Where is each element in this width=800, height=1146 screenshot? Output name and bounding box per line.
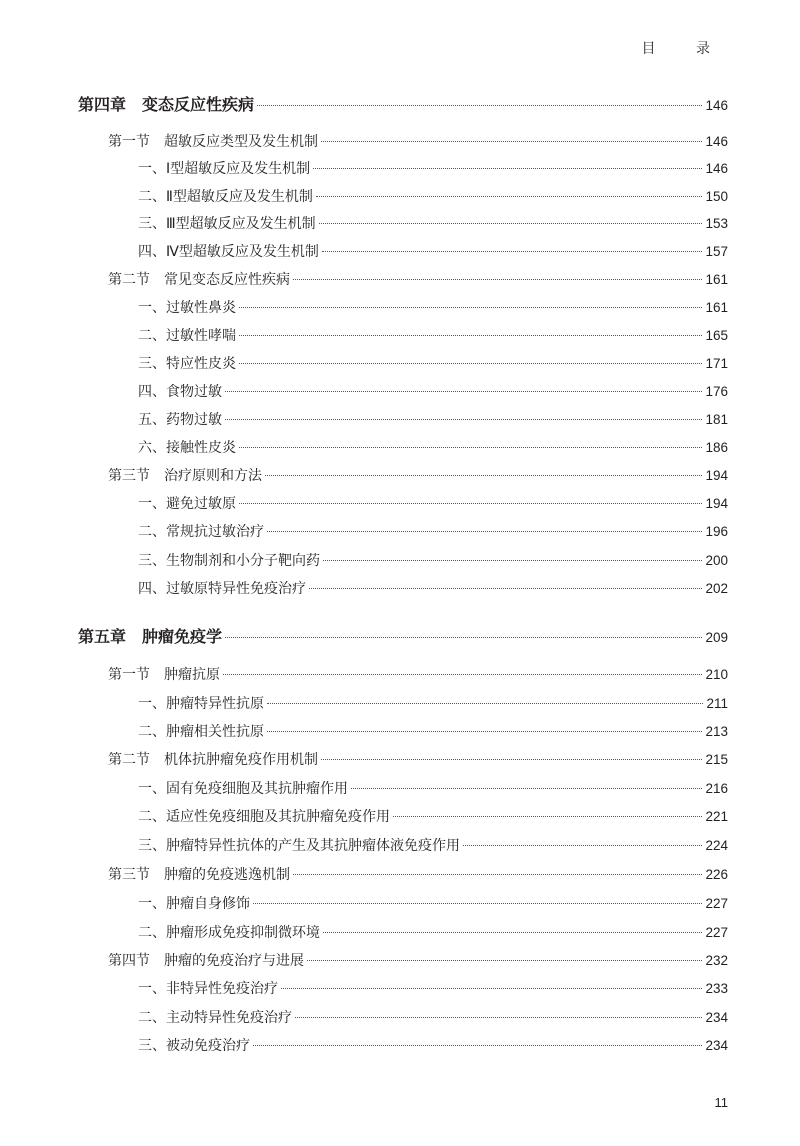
dot-leader [281, 988, 702, 989]
toc-entry-page: 200 [705, 553, 728, 568]
toc-sub-entry[interactable] [138, 778, 728, 798]
toc-entry-title [138, 325, 236, 345]
toc-entry-title [138, 806, 390, 826]
toc-section-entry[interactable] [108, 131, 728, 151]
toc-entry-label: 三、特应性皮炎 [138, 356, 236, 372]
toc-entry-label: 一、过敏性鼻炎 [138, 300, 236, 316]
toc-entry-label: 二、过敏性哮喘 [138, 328, 236, 344]
toc-entry-label: 二、适应性免疫细胞及其抗肿瘤免疫作用 [138, 809, 390, 825]
toc-sub-entry[interactable] [138, 409, 728, 429]
dot-leader [265, 475, 702, 476]
toc-entry-number: 第三节 [108, 468, 150, 484]
page-number: 11 [714, 1095, 728, 1110]
toc-entry-label: 一、非特异性免疫治疗 [138, 981, 278, 997]
toc-entry-title [138, 550, 320, 570]
toc-entry-page: 216 [705, 781, 728, 796]
toc-entry-page: 224 [705, 838, 728, 853]
dot-leader [393, 816, 702, 817]
toc-entry-label: 变态反应性疾病 [142, 95, 255, 114]
toc-entry-page: 232 [705, 953, 728, 968]
toc-entry-number: 第五章 [78, 627, 127, 646]
dot-leader [239, 503, 702, 504]
toc-entry-page: 213 [705, 724, 728, 739]
toc-entry-page: 150 [705, 189, 728, 204]
toc-entry-label: 超敏反应类型及发生机制 [164, 134, 318, 150]
toc-sub-entry[interactable] [138, 693, 728, 713]
dot-leader [239, 335, 702, 336]
toc-entry-title [78, 92, 254, 115]
toc-sub-entry[interactable] [138, 806, 728, 826]
dot-leader [323, 560, 702, 561]
dot-leader [307, 960, 702, 961]
toc-section-entry[interactable] [108, 269, 728, 289]
toc-entry-number: 第二节 [108, 272, 150, 288]
toc-entry-label: 三、Ⅲ型超敏反应及发生机制 [138, 216, 316, 232]
toc-entry-label: 三、肿瘤特异性抗体的产生及其抗肿瘤体液免疫作用 [138, 838, 460, 854]
toc-entry-title [138, 1007, 292, 1027]
toc-sub-entry[interactable] [138, 325, 728, 345]
dot-leader [319, 223, 703, 224]
toc-entry-title [108, 664, 220, 684]
toc-entry-page: 146 [705, 98, 728, 113]
toc-sub-entry[interactable] [138, 381, 728, 401]
dot-leader [313, 168, 702, 169]
toc-entry-title [108, 131, 318, 151]
toc-entry-label: 六、接触性皮炎 [138, 440, 236, 456]
dot-leader [267, 531, 702, 532]
toc-entry-title [108, 269, 290, 289]
toc-entry-title [138, 437, 236, 457]
toc-entry-page: 146 [705, 134, 728, 149]
dot-leader [316, 196, 703, 197]
dot-leader [223, 674, 702, 675]
toc-sub-entry[interactable] [138, 550, 728, 570]
toc-sub-entry[interactable] [138, 241, 728, 261]
toc-entry-label: 四、Ⅳ型超敏反应及发生机制 [138, 244, 319, 260]
toc-entry-label: 二、肿瘤形成免疫抑制微环境 [138, 925, 320, 941]
toc-entry-page: 194 [705, 496, 728, 511]
dot-leader [323, 932, 702, 933]
toc-sub-entry[interactable] [138, 578, 728, 598]
toc-entry-label: 一、肿瘤特异性抗原 [138, 696, 264, 712]
toc-entry-title [138, 381, 222, 401]
toc-sub-entry[interactable] [138, 978, 728, 998]
toc-entry-title [138, 213, 316, 233]
toc-entry-label: 一、固有免疫细胞及其抗肿瘤作用 [138, 781, 348, 797]
toc-sub-entry[interactable] [138, 521, 728, 541]
toc-sub-entry[interactable] [138, 493, 728, 513]
toc-entry-page: 171 [705, 356, 728, 371]
toc-entry-page: 226 [705, 867, 728, 882]
toc-entry-title [138, 158, 310, 178]
toc-sub-entry[interactable] [138, 213, 728, 233]
toc-entry-page: 176 [705, 384, 728, 399]
toc-entry-label: 治疗原则和方法 [164, 468, 262, 484]
dot-leader [321, 759, 702, 760]
dot-leader [293, 874, 702, 875]
toc-entry-label: 一、Ⅰ型超敏反应及发生机制 [138, 161, 311, 177]
dot-leader [463, 845, 702, 846]
dot-leader [321, 141, 702, 142]
toc-entry-label: 二、常规抗过敏治疗 [138, 524, 264, 540]
toc-entry-label: 肿瘤抗原 [164, 667, 220, 683]
toc-entry-label: 常见变态反应性疾病 [164, 272, 290, 288]
toc-entry-page: 233 [705, 981, 728, 996]
dot-leader [225, 637, 702, 638]
toc-entry-label: 四、过敏原特异性免疫治疗 [138, 581, 306, 597]
toc-entry-label: 三、被动免疫治疗 [138, 1038, 250, 1054]
toc-entry-title [138, 1035, 250, 1055]
toc-section-entry[interactable] [108, 950, 728, 970]
toc-entry-label: 机体抗肿瘤免疫作用机制 [164, 752, 318, 768]
toc-entry-title [138, 978, 278, 998]
toc-entry-label: 肿瘤的免疫逃逸机制 [164, 867, 290, 883]
toc-sub-entry[interactable] [138, 922, 728, 942]
toc-entry-page: 194 [705, 468, 728, 483]
toc-entry-number: 第四章 [78, 95, 127, 114]
toc-entry-title [138, 835, 460, 855]
toc-entry-title [138, 578, 306, 598]
toc-entry-label: 五、药物过敏 [138, 412, 222, 428]
toc-entry-title [108, 465, 262, 485]
dot-leader [267, 731, 702, 732]
toc-entry-title [138, 409, 222, 429]
toc-entry-label: 一、避免过敏原 [138, 496, 236, 512]
dot-leader [295, 1017, 702, 1018]
toc-entry-page: 161 [705, 272, 728, 287]
toc-sub-entry[interactable] [138, 893, 728, 913]
toc-entry-label: 二、Ⅱ型超敏反应及发生机制 [138, 189, 313, 205]
toc-entry-title [138, 297, 236, 317]
toc-entry-title [138, 721, 264, 741]
toc-chapter-entry[interactable] [78, 624, 728, 647]
toc-entry-label: 二、主动特异性免疫治疗 [138, 1010, 292, 1026]
dot-leader [239, 307, 702, 308]
toc-sub-entry[interactable] [138, 297, 728, 317]
toc-entry-page: 227 [705, 925, 728, 940]
toc-sub-entry[interactable] [138, 437, 728, 457]
toc-entry-page: 227 [705, 896, 728, 911]
toc-entry-page: 234 [705, 1010, 728, 1025]
toc-entry-page: 165 [705, 328, 728, 343]
toc-entry-page: 146 [705, 161, 728, 176]
toc-sub-entry[interactable] [138, 1035, 728, 1055]
toc-entry-page: 210 [705, 667, 728, 682]
toc-entry-title [138, 893, 250, 913]
dot-leader [225, 391, 702, 392]
dot-leader [309, 588, 702, 589]
dot-leader [293, 279, 702, 280]
toc-section-entry[interactable] [108, 749, 728, 769]
toc-entry-page: 202 [705, 581, 728, 596]
toc-entry-page: 209 [705, 630, 728, 645]
toc-entry-title [138, 922, 320, 942]
running-header: 目 录 [641, 41, 728, 57]
toc-entry-title [138, 693, 264, 713]
toc-entry-label: 二、肿瘤相关性抗原 [138, 724, 264, 740]
toc-entry-title [108, 864, 290, 884]
toc-section-entry[interactable] [108, 664, 728, 684]
toc-entry-number: 第三节 [108, 867, 150, 883]
dot-leader [267, 703, 703, 704]
toc-sub-entry[interactable] [138, 1007, 728, 1027]
toc-entry-title [78, 624, 222, 647]
toc-entry-page: 153 [705, 216, 728, 231]
dot-leader [253, 1045, 702, 1046]
toc-entry-page: 186 [705, 440, 728, 455]
toc-entry-page: 157 [705, 244, 728, 259]
toc-section-entry[interactable] [108, 864, 728, 884]
toc-sub-entry[interactable] [138, 353, 728, 373]
toc-sub-entry[interactable] [138, 186, 728, 206]
toc-entry-page: 196 [705, 524, 728, 539]
toc-entry-title [138, 353, 236, 373]
toc-entry-title [138, 521, 264, 541]
dot-leader [239, 363, 702, 364]
toc-entry-page: 221 [705, 809, 728, 824]
toc-entry-page: 215 [705, 752, 728, 767]
dot-leader [351, 788, 702, 789]
toc-entry-page: 234 [705, 1038, 728, 1053]
toc-entry-label: 四、食物过敏 [138, 384, 222, 400]
toc-entry-page: 181 [705, 412, 728, 427]
toc-entry-title [108, 749, 318, 769]
toc-sub-entry[interactable] [138, 835, 728, 855]
toc-entry-title [108, 950, 304, 970]
dot-leader [225, 419, 702, 420]
toc-entry-label: 三、生物制剂和小分子靶向药 [138, 553, 320, 569]
toc-entry-title [138, 186, 313, 206]
dot-leader [322, 251, 703, 252]
toc-entry-label: 一、肿瘤自身修饰 [138, 896, 250, 912]
toc-entry-page: 161 [705, 300, 728, 315]
toc-entry-title [138, 778, 348, 798]
toc-entry-number: 第二节 [108, 752, 150, 768]
toc-section-entry[interactable] [108, 465, 728, 485]
dot-leader [257, 105, 702, 106]
dot-leader [253, 903, 702, 904]
toc-entry-number: 第一节 [108, 667, 150, 683]
toc-entry-number: 第四节 [108, 953, 150, 969]
dot-leader [239, 447, 702, 448]
toc-entry-title [138, 493, 236, 513]
toc-entry-title [138, 241, 319, 261]
toc-sub-entry[interactable] [138, 721, 728, 741]
toc-chapter-entry[interactable] [78, 92, 728, 115]
toc-entry-label: 肿瘤免疫学 [142, 627, 223, 646]
toc-entry-label: 肿瘤的免疫治疗与进展 [164, 953, 304, 969]
toc-entry-number: 第一节 [108, 134, 150, 150]
toc-entry-page: 211 [706, 696, 728, 711]
toc-sub-entry[interactable] [138, 158, 728, 178]
